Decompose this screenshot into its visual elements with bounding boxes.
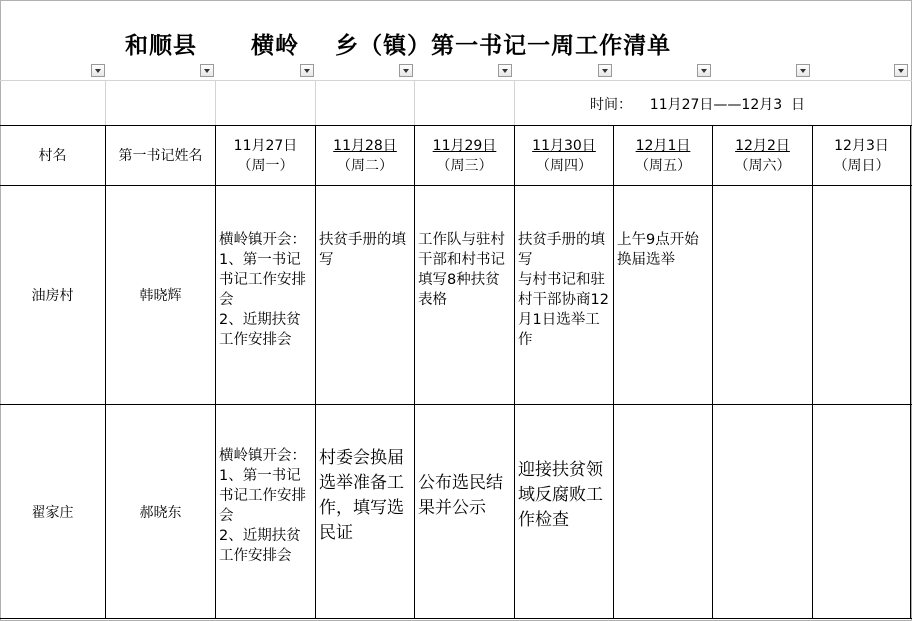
filter-dropdown-icon[interactable]	[697, 64, 711, 77]
header-weekday: （周二）	[337, 158, 393, 174]
village-cell[interactable]	[0, 186, 105, 404]
header-weekday: （周四）	[536, 158, 592, 174]
grid-line	[0, 80, 912, 81]
header-date: 12月2日	[735, 138, 790, 154]
secretary-cell[interactable]	[106, 405, 215, 618]
header-day-2	[316, 127, 414, 185]
sheet-title: 和顺县 横岭 乡（镇）第一书记一周工作清单	[125, 33, 672, 59]
task-text: 横岭镇开会： 1、第一书记书记工作安排会 2、近期扶贫工作安排会	[219, 448, 306, 564]
header-day-4	[515, 127, 613, 185]
header-date: 12月1日	[635, 138, 691, 154]
filter-dropdown-icon[interactable]	[300, 64, 314, 77]
grid-line	[514, 80, 515, 125]
header-weekday: （周五）	[635, 158, 691, 174]
header-date: 11月30日	[532, 138, 596, 154]
header-date: 11月29日	[432, 138, 497, 154]
header-date: 11月28日	[333, 138, 397, 154]
filter-dropdown-icon[interactable]	[200, 64, 214, 77]
task-text: 工作队与驻村干部和村书记填写8种扶贫表格	[418, 232, 505, 308]
filter-row	[0, 64, 912, 81]
header-day-7	[813, 127, 910, 185]
table-border	[0, 125, 912, 126]
header-village	[0, 127, 105, 185]
filter-dropdown-icon[interactable]	[91, 64, 105, 77]
filter-dropdown-icon[interactable]	[498, 64, 512, 77]
village-cell[interactable]	[0, 405, 105, 618]
task-text: 公布选民结果并公示	[418, 473, 503, 518]
time-range: 时间： 11月27日——12月3 日	[590, 97, 806, 113]
filter-dropdown-icon[interactable]	[894, 64, 908, 77]
grid-line	[105, 80, 106, 125]
header-date: 11月27日	[233, 138, 298, 154]
header-day-3	[415, 127, 514, 185]
village-name: 翟家庄	[31, 504, 74, 521]
task-cell[interactable]	[316, 230, 412, 270]
header-weekday: （周三）	[436, 158, 493, 174]
table-border	[812, 125, 813, 619]
header-date: 12月3日	[834, 138, 889, 154]
task-cell[interactable]	[216, 230, 313, 350]
task-cell[interactable]	[415, 471, 512, 521]
table-border	[0, 618, 912, 619]
secretary-name: 郝晓东	[139, 504, 182, 521]
table-border	[414, 125, 415, 619]
table-border	[514, 125, 515, 619]
header-weekday: （周六）	[734, 158, 791, 174]
header-day-6	[713, 127, 812, 185]
header-secretary-label: 第一书记姓名	[118, 148, 203, 164]
header-day-1	[216, 127, 315, 185]
filter-dropdown-icon[interactable]	[399, 64, 413, 77]
table-border	[910, 125, 911, 619]
task-cell[interactable]	[415, 230, 512, 310]
secretary-cell[interactable]	[106, 186, 215, 404]
task-cell[interactable]	[614, 230, 710, 270]
grid-line	[215, 80, 216, 125]
header-weekday: （周一）	[237, 158, 294, 174]
secretary-name: 韩晓辉	[139, 288, 182, 304]
task-text: 横岭镇开会： 1、第一书记书记工作安排会 2、近期扶贫工作安排会	[219, 232, 306, 348]
header-village-label: 村名	[38, 148, 67, 164]
grid-line	[414, 80, 415, 125]
task-text: 扶贫手册的填写	[319, 232, 406, 268]
table-border	[613, 125, 614, 619]
task-cell[interactable]	[216, 446, 313, 566]
filter-dropdown-icon[interactable]	[796, 64, 810, 77]
header-day-5	[614, 127, 712, 185]
task-text: 村委会换届选举准备工作，填写选民证	[319, 448, 404, 543]
header-weekday: （周日）	[833, 158, 890, 174]
task-text: 扶贫手册的填写 与村书记和驻村干部协商12月1日选举工作	[518, 232, 609, 348]
task-text: 上午9点开始换届选举	[617, 232, 699, 268]
task-text: 迎接扶贫领域反腐败工作检查	[518, 460, 603, 530]
task-cell[interactable]	[515, 458, 612, 533]
task-cell[interactable]	[515, 230, 611, 350]
table-border	[712, 125, 713, 619]
grid-line	[315, 80, 316, 125]
village-name: 油房村	[31, 288, 74, 304]
task-cell[interactable]	[316, 446, 413, 546]
header-secretary	[106, 127, 215, 185]
filter-dropdown-icon[interactable]	[598, 64, 612, 77]
